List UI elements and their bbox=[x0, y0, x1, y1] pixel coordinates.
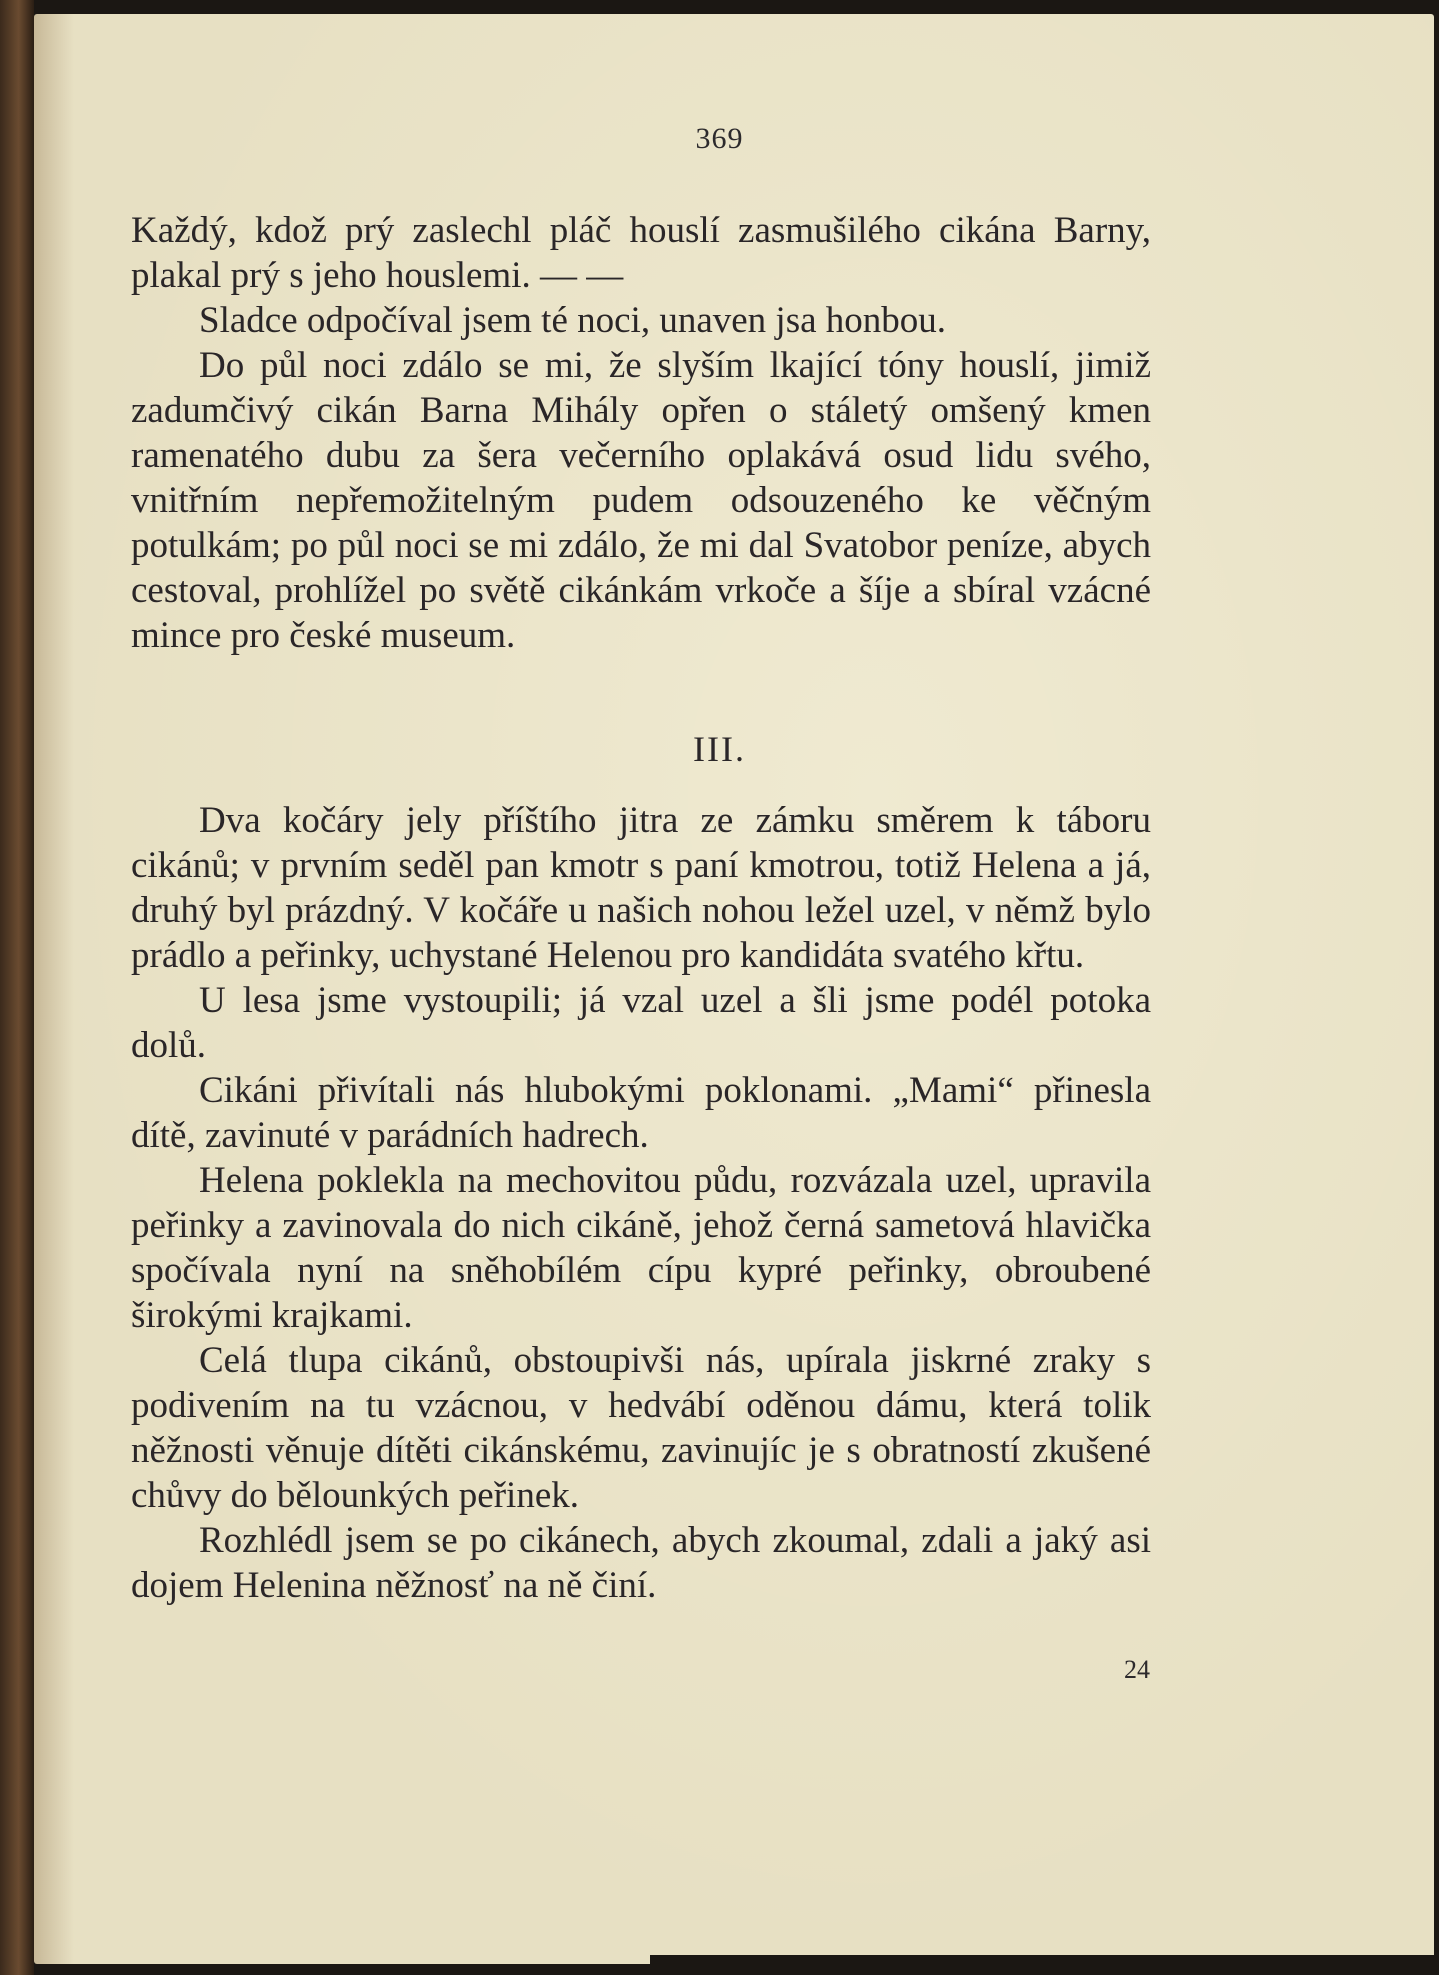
paragraph: Helena poklekla na mechovitou půdu, rozvázala uzel, upravila peřinky a zavinovala do nich cikáně, jehož černá sametová hlavička spočívala nyní na sněhobílém cípu kypré peřinky, obroubené širokými krajkami. bbox=[131, 1160, 1151, 1336]
paragraph: Rozhlédl jsem se po cikánech, abych zkoumal, zdali a jaký asi dojem Helenina něžnosť na ně činí. bbox=[131, 1520, 1151, 1606]
scan-bottom-edge bbox=[650, 1955, 1439, 1975]
paragraph: Každý, kdož prý zaslechl pláč houslí zasmušilého cikána Barny, plakal prý s jeho houslemi. — — bbox=[131, 210, 1151, 296]
book-spine bbox=[0, 0, 34, 1975]
signature-mark: 24 bbox=[1124, 1655, 1150, 1684]
section-heading: III. bbox=[693, 729, 746, 769]
page-number: 369 bbox=[695, 122, 744, 155]
text-block-top bbox=[131, 208, 1151, 658]
text-block-bottom bbox=[131, 798, 1151, 1608]
paragraph: Sladce odpočíval jsem té noci, unaven jsa honbou. bbox=[199, 300, 947, 341]
paragraph: Celá tlupa cikánů, obstoupivši nás, upírala jiskrné zraky s podivením na tu vzácnou, v hedvábí oděnou dámu, která tolik něžnosti věnuje dítěti cikánskému, zavinujíc je s obratností zkušené chůvy do bělounkých peřinek. bbox=[131, 1340, 1151, 1516]
paragraph: Do půl noci zdálo se mi, že slyším lkající tóny houslí, jimiž zadumčivý cikán Barna Mihály opřen o stáletý omšený kmen ramenatého dubu za šera večerního oplakává osud lidu svého, vnitřním nepřemožitelným pudem odsouzeného ke věčným potulkám; po půl noci se mi zdálo, že mi dal Svatobor peníze, abych cestoval, prohlížel po světě cikánkám vrkoče a šíje a sbíral vzácné mince pro české museum. bbox=[131, 345, 1151, 656]
paragraph: Dva kočáry jely příštího jitra ze zámku směrem k táboru cikánů; v prvním seděl pan kmotr s paní kmotrou, totiž Helena a já, druhý byl prázdný. V kočáře u našich nohou ležel uzel, v němž bylo prádlo a peřinky, uchystané Helenou pro kandidáta svatého křtu. bbox=[131, 800, 1151, 976]
paragraph: U lesa jsme vystoupili; já vzal uzel a šli jsme podél potoka dolů. bbox=[131, 980, 1151, 1066]
paragraph: Cikáni přivítali nás hlubokými poklonami. „Mami“ přinesla dítě, zavinuté v parádních hadrech. bbox=[131, 1070, 1151, 1156]
